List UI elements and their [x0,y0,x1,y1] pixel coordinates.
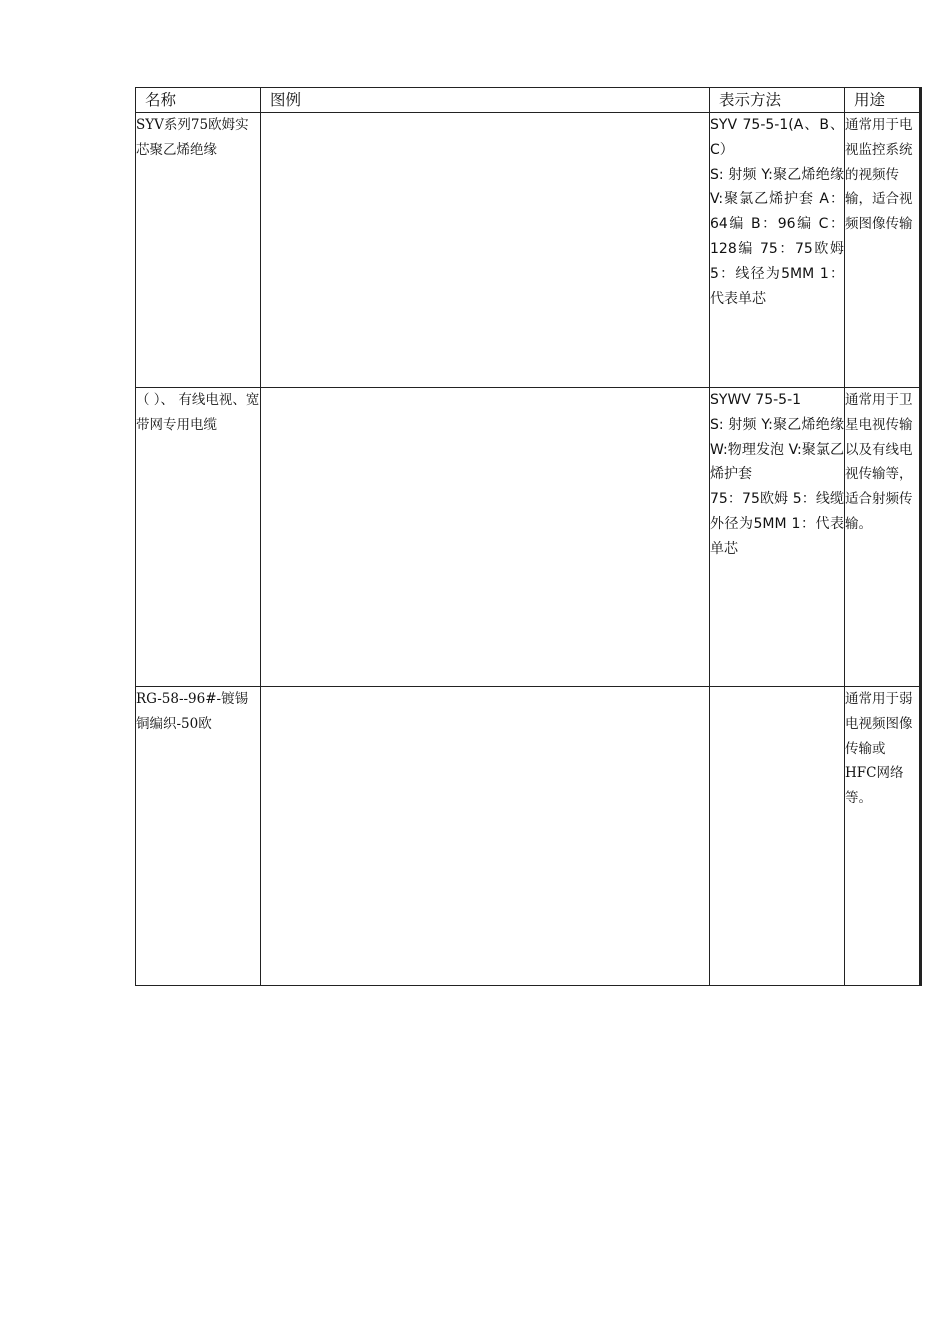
cell-legend [261,113,710,388]
cell-name: RG-58--96#-镀锡铜编织-50欧 [136,687,261,986]
model-code: SYV 75-5-1(A、B、C） [710,117,844,158]
cable-table [135,87,922,986]
model-explanation: 75：75欧姆 5：线缆外径为5MM 1：代表单芯 [710,491,844,557]
cell-usage: 通常用于电视监控系统的视频传输，适合视频图像传输 [845,113,921,388]
cell-name: （ ）、 有线电视、宽带网专用电缆 [136,388,261,687]
cell-representation [710,388,845,687]
table-row [136,388,921,687]
header-representation: 表示方法 [710,88,845,113]
table-row [136,687,921,986]
cell-legend [261,687,710,986]
header-name: 名称 [136,88,261,113]
cell-name: SYV系列75欧姆实芯聚乙烯绝缘 [136,113,261,388]
cell-representation [710,687,845,986]
header-legend: 图例 [261,88,710,113]
table-header-row [136,88,921,113]
table-row [136,113,921,388]
cell-usage: 通常用于弱电视频图像传输或 HFC网络等。 [845,687,921,986]
cell-legend [261,388,710,687]
cell-representation [710,113,845,388]
cell-usage: 通常用于卫星电视传输以及有线电视传输等，适合射频传输。 [845,388,921,687]
model-explanation: S: 射频 Y:聚乙烯绝缘 W:物理发泡 V:聚氯乙烯护套 [710,416,844,483]
header-usage: 用途 [845,88,921,113]
model-code: SYWV 75-5-1 [710,392,802,408]
model-explanation: S: 射频 Y:聚乙烯绝缘 V:聚氯乙烯护套 A：64编 B：96编 C：128编 75：75欧姆 5：线径为5MM 1：代表单芯 [710,166,844,307]
